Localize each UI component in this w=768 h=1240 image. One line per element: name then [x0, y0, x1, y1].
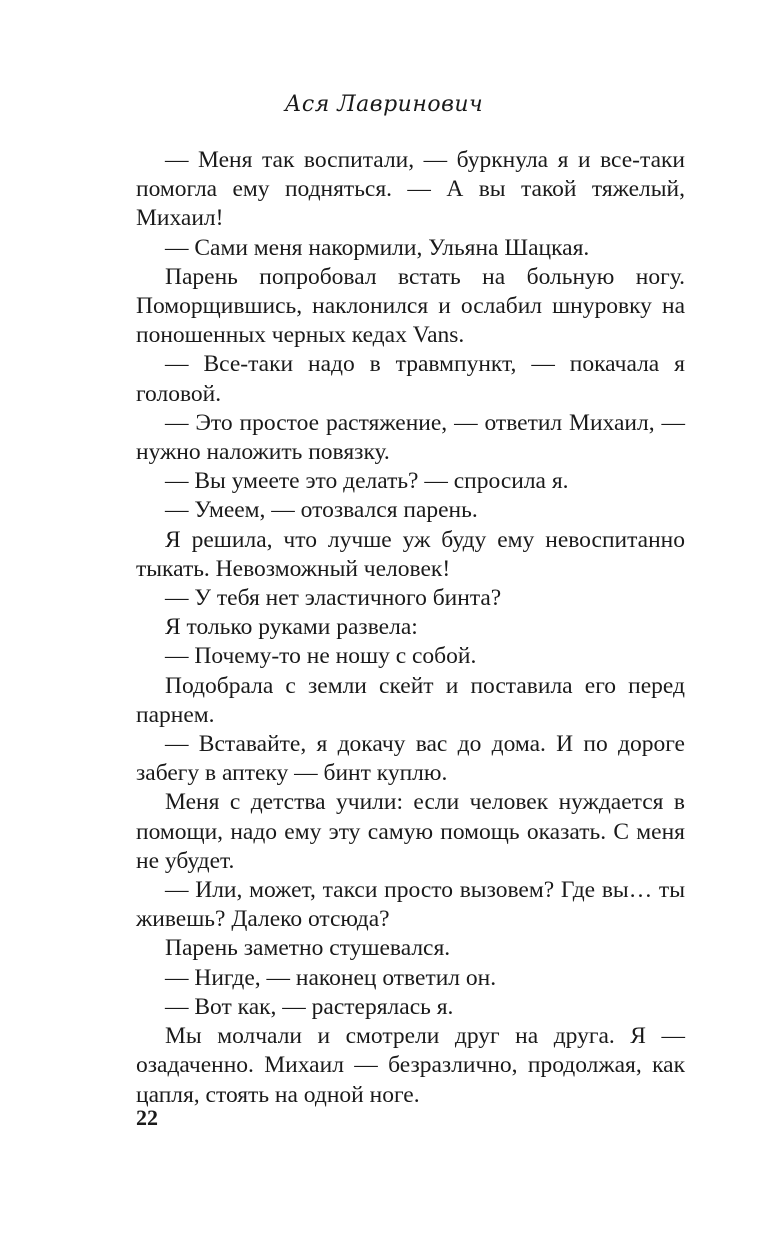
paragraph: Меня с детства учили: если человек нуждается в помощи, надо ему эту самую помощь оказать. С меня не убудет. [136, 789, 685, 874]
page-number: 22 [136, 1105, 158, 1130]
paragraph: — Меня так воспитали, — буркнула я и все-таки помогла ему подняться. — А вы такой тяжелый, Михаил! [136, 147, 685, 232]
paragraph: — Вот как, — растерялась я. [165, 993, 454, 1020]
paragraph: Парень заметно стушевался. [165, 935, 451, 962]
running-head-author: Ася Лавринович [284, 92, 484, 117]
paragraph: Я только руками развела: [165, 614, 418, 641]
paragraph: — У тебя нет эластичного бинта? [165, 585, 502, 612]
paragraph: — Нигде, — наконец ответил он. [165, 964, 497, 991]
paragraph: — Умеем, — отозвался парень. [165, 497, 478, 524]
paragraph: Мы молчали и смотрели друг на друга. Я — озадаченно. Михаил — безразлично, продолжая, как цапля, стоять на одной ноге. [136, 1023, 685, 1108]
paragraph: — Это простое растяжение, — ответил Михаил, — нужно наложить повязку. [136, 409, 685, 466]
paragraph: Парень попробовал встать на больную ногу. Поморщившись, наклонился и ослабил шнуровку на поношенных черных кедах Vans. [136, 263, 685, 349]
paragraph: — Вы умеете это делать? — спросила я. [165, 468, 569, 495]
paragraph: Я решила, что лучше уж буду ему невоспитанно тыкать. Невозможный человек! [136, 526, 685, 582]
paragraph: — Почему-то не ношу с собой. [165, 643, 477, 670]
paragraph: — Сами меня накормили, Ульяна Шацкая. [165, 234, 590, 261]
paragraph: — Все-таки надо в травмпункт, — покачала я головой. [136, 351, 685, 407]
body-text [136, 146, 685, 1110]
paragraph: — Или, может, такси просто вызовем? Где вы… ты живешь? Далеко отсюда? [136, 877, 685, 933]
paragraph: Подобрала с земли скейт и поставила его перед парнем. [136, 672, 685, 728]
paragraph: — Вставайте, я докачу вас до дома. И по дороге забегу в аптеку — бинт куплю. [136, 731, 685, 787]
